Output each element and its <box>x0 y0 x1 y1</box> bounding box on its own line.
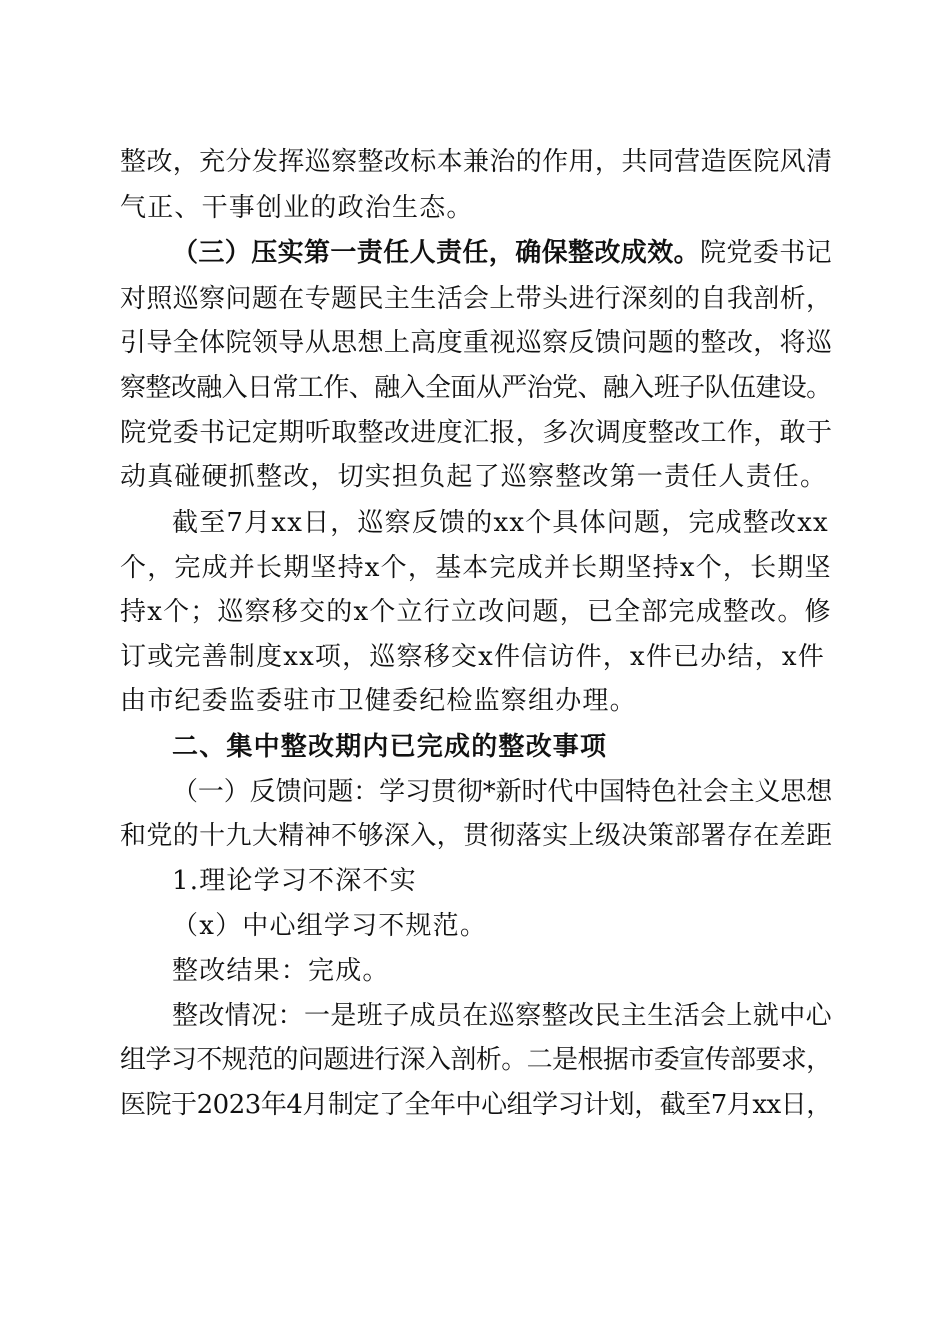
paragraph-line: 整改情况：一是班子成员在巡察整改民主生活会上就中心 <box>172 1001 833 1031</box>
subitem-heading: 1.理论学习不深不实 <box>172 866 417 896</box>
paragraph-line: 整改，充分发挥巡察整改标本兼治的作用，共同营造医院风清 <box>120 147 833 177</box>
paragraph-line: 医院于2023年4月制定了全年中心组学习计划，截至7月xx日， <box>120 1090 832 1120</box>
rectification-result: 整改结果：完成。 <box>172 956 390 986</box>
paragraph-line: 个，完成并长期坚持x个，基本完成并长期坚持x个，长期坚 <box>120 553 832 583</box>
paragraph-line: 对照巡察问题在专题民主生活会上带头进行深刻的自我剖析， <box>120 284 833 314</box>
paragraph-line: 气正、干事创业的政治生态。 <box>120 193 474 223</box>
subitem-title: （x）中心组学习不规范。 <box>172 911 488 941</box>
paragraph-line: 察整改融入日常工作、融入全面从严治党、融入班子队伍建设。 <box>120 373 832 403</box>
paragraph-line: 引导全体院领导从思想上高度重视巡察反馈问题的整改，将巡 <box>120 328 833 358</box>
paragraph-line: 动真碰硬抓整改，切实担负起了巡察整改第一责任人责任。 <box>120 462 828 492</box>
issue-1-heading-line: （一）反馈问题：学习贯彻*新时代中国特色社会主义思想 <box>172 777 833 807</box>
paragraph-line: 组学习不规范的问题进行深入剖析。二是根据市委宣传部要求， <box>120 1045 832 1075</box>
section-2-heading: 二、集中整改期内已完成的整改事项 <box>172 732 608 762</box>
paragraph-line: 持x个；巡察移交的x个立行立改问题，已全部完成整改。修 <box>120 597 832 627</box>
issue-1-heading-line: 和党的十九大精神不够深入，贯彻落实上级决策部署存在差距 <box>120 821 833 851</box>
section-3-heading-line: （三）压实第一责任人责任，确保整改成效。院党委书记 <box>172 238 833 268</box>
paragraph-line: 院党委书记定期听取整改进度汇报，多次调度整改工作，敢于 <box>120 418 833 448</box>
paragraph-line: 由市纪委监委驻市卫健委纪检监察组办理。 <box>120 686 637 716</box>
paragraph-line: 截至7月xx日，巡察反馈的xx个具体问题，完成整改xx <box>172 508 829 538</box>
paragraph-line: 订或完善制度xx项，巡察移交x件信访件，x件已办结，x件 <box>120 642 825 672</box>
